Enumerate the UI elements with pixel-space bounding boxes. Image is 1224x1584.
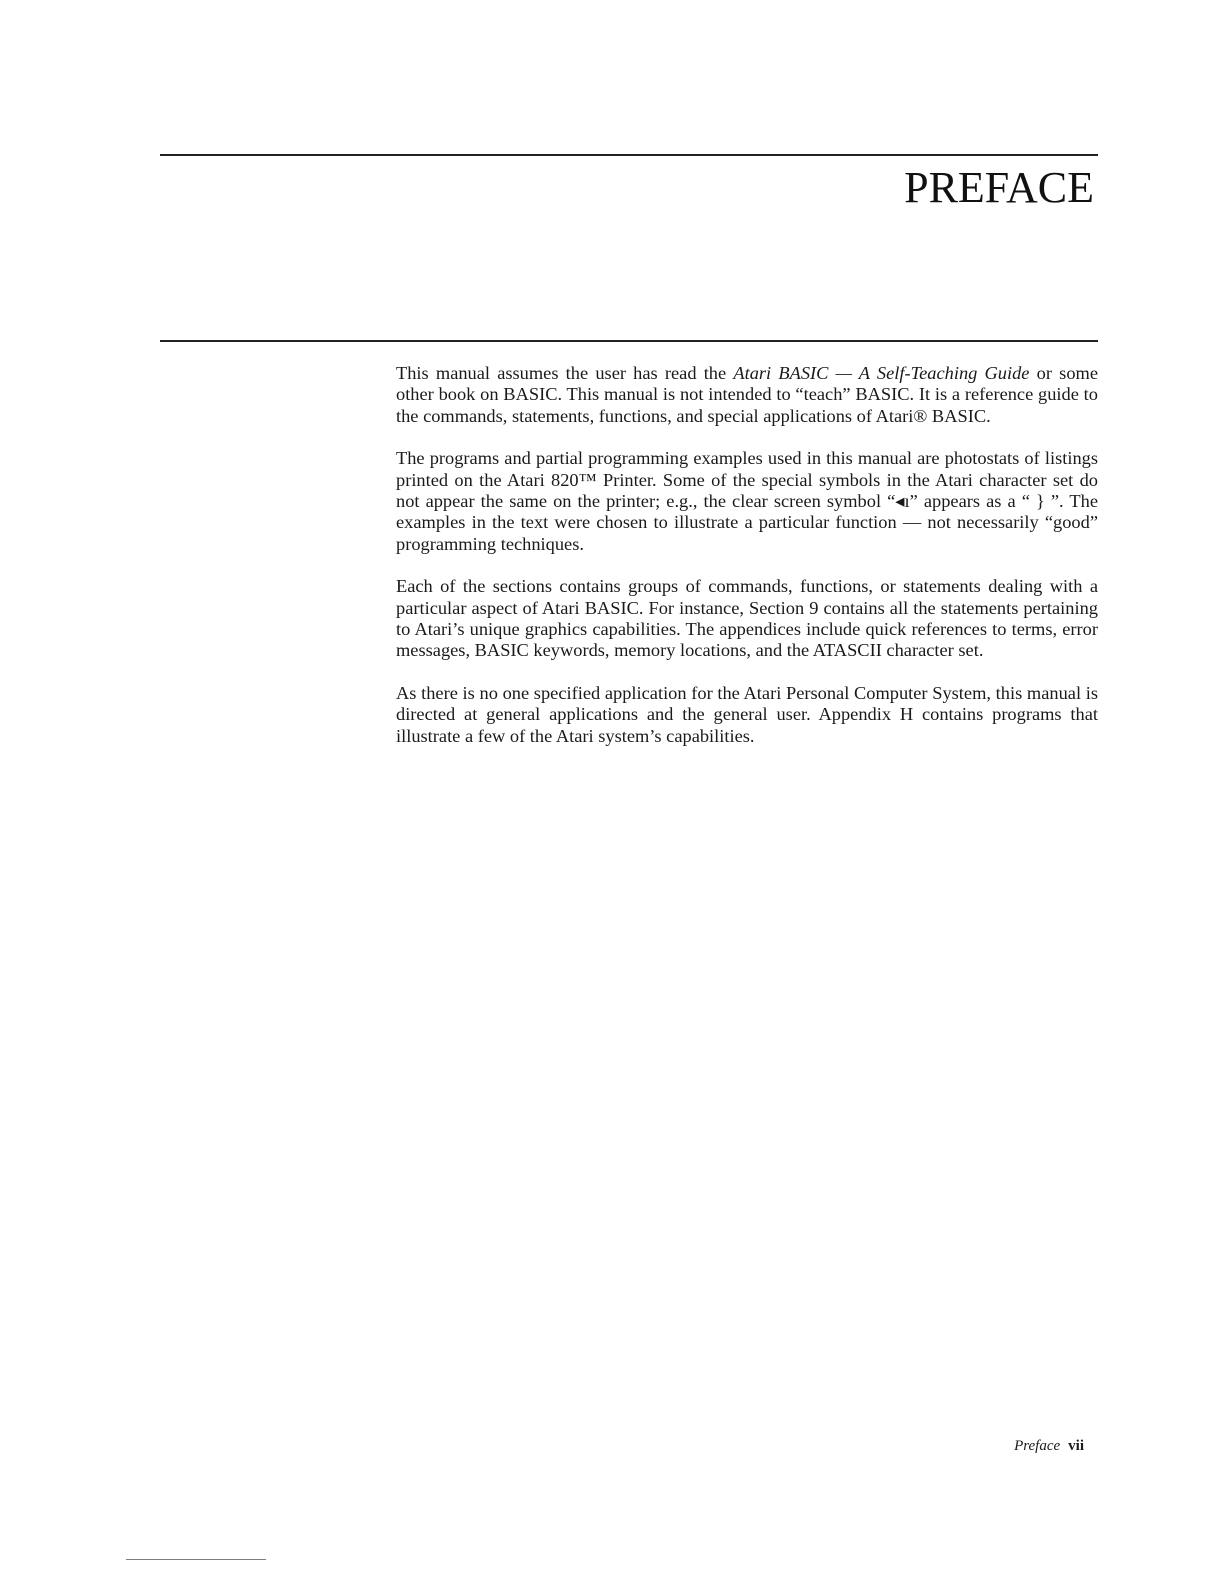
page-footer <box>1014 1438 1084 1455</box>
paragraph-1-pre: This manual assumes the user has read the <box>396 363 734 383</box>
book-title: Atari BASIC — A Self-Teaching Guide <box>733 363 1030 383</box>
page-title: PREFACE <box>904 163 1094 212</box>
top-rule <box>160 154 1098 156</box>
footer-label: Preface <box>1014 1438 1061 1454</box>
page-number: vii <box>1068 1438 1084 1454</box>
preface-body <box>396 363 1098 747</box>
paragraph-1-post: or some other book on BASIC. This manual is not intended to “teach” BASIC. It is a reference guide to the commands, statements, functions, and special applications of Atari® BASIC. <box>396 363 1098 426</box>
bottom-edge-line <box>126 1559 266 1560</box>
paragraph-4: As there is no one specified application for the Atari Personal Computer System, this manual is directed at general applications and the general user. Appendix H contains programs that illustrate a few of the Atari system’s capabilities. <box>396 682 1098 746</box>
paragraph-1 <box>396 363 1098 427</box>
paragraph-2: The programs and partial programming examples used in this manual are photostats of listings printed on the Atari 820™ Printer. Some of the special symbols in the Atari character set do not appear the same on the printer; e.g., the clear screen symbol “◂̵ı” appears as a “ } ”. The examples in the text were chosen to illustrate a particular function — not necessarily “good” programming techniques. <box>396 448 1098 554</box>
section-rule <box>160 340 1098 342</box>
paragraph-3: Each of the sections contains groups of commands, functions, or statements dealing with a particular aspect of Atari BASIC. For instance, Section 9 contains all the statements pertaining to Atari’s unique graphics capabilities. The appendices include quick references to terms, error messages, BASIC keywords, memory locations, and the ATASCII character set. <box>396 576 1098 661</box>
